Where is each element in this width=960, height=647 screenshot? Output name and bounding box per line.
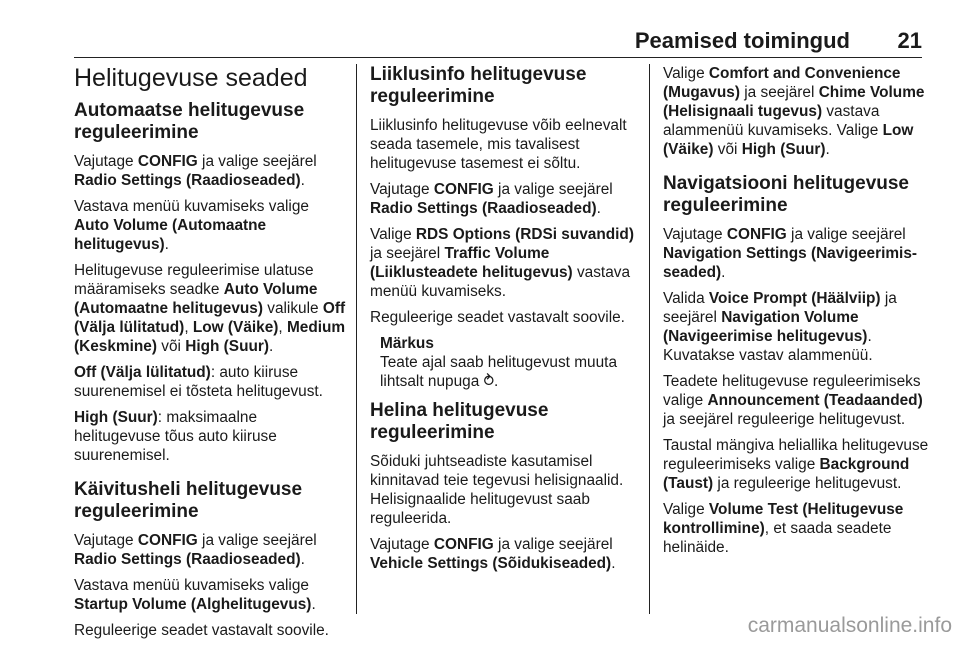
page-number: 21 bbox=[897, 28, 922, 53]
paragraph: Vajutage CONFIG ja valige seejärel Navigation Settings (Navigeerimis-seaded). bbox=[663, 226, 918, 281]
note-text: Teate ajal saab helitugevust muuta lihtsalt nupuga ⥁. bbox=[380, 354, 617, 390]
section-title: Peamised toimingud bbox=[634, 28, 850, 53]
paragraph: Off (Välja lülitatud): auto kiiruse suurenemisel ei tõsteta helitugevust. bbox=[74, 364, 323, 400]
section-heading: Helina helitugevuse reguleerimine bbox=[370, 400, 549, 443]
paragraph: Helitugevuse reguleerimise ulatuse määramiseks seadke Auto Volume (Automaatne helitugevus) valikule Off (Välja lülitatud), Low (Väike), Medium (Keskmine) või High (Suur). bbox=[74, 262, 346, 355]
column-2 bbox=[370, 64, 638, 580]
paragraph: Valige RDS Options (RDSi suvandid) ja seejärel Traffic Volume (Liiklusteadete helitugevus) vastava menüü kuvamiseks. bbox=[370, 226, 634, 300]
paragraph: Sõiduki juhtseadiste kasutamisel kinnitavad teie tegevusi helisignaalid. Helisignaalide helitugevust saab reguleerida. bbox=[370, 453, 624, 527]
section-heading: Käivitusheli helitugevuse reguleerimine bbox=[74, 479, 303, 522]
paragraph: High (Suur): maksimaalne helitugevuse tõus auto kiiruse suurenemisel. bbox=[74, 409, 277, 464]
paragraph: Vastava menüü kuvamiseks valige Startup Volume (Alghelitugevus). bbox=[74, 577, 316, 613]
section-heading: Automaatse helitugevuse reguleerimine bbox=[74, 100, 305, 143]
paragraph: Vajutage CONFIG ja valige seejärel Radio Settings (Raadioseaded). bbox=[370, 181, 613, 217]
paragraph: Teadete helitugevuse reguleerimiseks valige Announcement (Teadaanded) ja seejärel reguleerige helitugevust. bbox=[663, 373, 923, 428]
column-1 bbox=[74, 64, 346, 647]
note-title: Märkus bbox=[380, 335, 434, 352]
column-divider bbox=[356, 64, 357, 614]
paragraph: Taustal mängiva heliallika helitugevuse reguleerimiseks valige Background (Taust) ja reguleerige helitugevust. bbox=[663, 437, 929, 492]
paragraph: Valige Volume Test (Helitugevuse kontrollimine), et saada seadete helinäide. bbox=[663, 501, 904, 556]
paragraph: Vajutage CONFIG ja valige seejärel Radio Settings (Raadioseaded). bbox=[74, 153, 317, 189]
paragraph: Vajutage CONFIG ja valige seejärel Radio Settings (Raadioseaded). bbox=[74, 532, 317, 568]
column-3 bbox=[663, 64, 931, 564]
paragraph: Vastava menüü kuvamiseks valige Auto Volume (Automaatne helitugevus). bbox=[74, 198, 309, 253]
section-heading: Liiklusinfo helitugevuse reguleerimine bbox=[370, 64, 587, 107]
paragraph: Valige Comfort and Convenience (Mugavus) ja seejärel Chime Volume (Helisignaali tugevus) vastava alammenüü kuvamiseks. Valige Low (Väike) või High (Suur). bbox=[663, 65, 925, 158]
paragraph: Valida Voice Prompt (Häälviip) ja seejärel Navigation Volume (Navigeerimise helitugevus). Kuvatakse vastav alammenüü. bbox=[663, 290, 897, 364]
page-header bbox=[74, 24, 922, 58]
note-box bbox=[370, 334, 638, 391]
paragraph: Reguleerige seadet vastavalt soovile. bbox=[370, 309, 625, 326]
header-rule bbox=[74, 57, 922, 58]
paragraph: Reguleerige seadet vastavalt soovile. bbox=[74, 622, 329, 639]
section-heading: Navigatsiooni helitugevuse reguleerimine bbox=[663, 173, 909, 216]
column-divider bbox=[649, 64, 650, 614]
paragraph: Vajutage CONFIG ja valige seejärel Vehicle Settings (Sõidukiseaded). bbox=[370, 536, 616, 572]
paragraph: Liiklusinfo helitugevuse võib eelnevalt seada tasemele, mis tavalisest helitugevuse tasemest ei sõltu. bbox=[370, 117, 627, 172]
watermark: carmanualsonline.info bbox=[747, 614, 952, 637]
page-heading: Helitugevuse seaded bbox=[74, 64, 308, 92]
